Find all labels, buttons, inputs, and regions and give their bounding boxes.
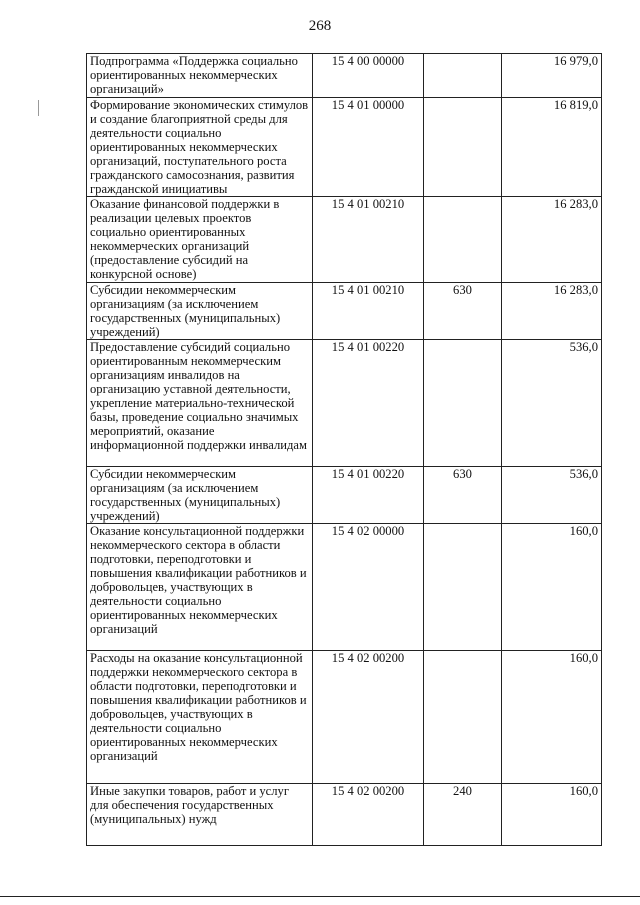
row-type [424, 98, 502, 197]
row-code: 15 4 00 00000 [313, 54, 424, 98]
table-row [87, 340, 602, 467]
row-name: Предоставление субсидий социально ориентированным некоммерческим организациям инвалидов на организацию уставной деятельности, укрепление материально-технической базы, проведение социально значимых мероприятий, оказание информационной поддержки инвалидам [87, 340, 313, 467]
row-code: 15 4 02 00000 [313, 524, 424, 651]
row-name: Расходы на оказание консультационной поддержки некоммерческого сектора в области подготовки, переподготовки и повышения квалификации работников и добровольцев, участвующих в деятельности социально ориентированных некоммерческих организаций [87, 651, 313, 784]
row-sum: 16 979,0 [502, 54, 602, 98]
row-name: Подпрограмма «Поддержка социально ориентированных некоммерческих организаций» [87, 54, 313, 98]
row-name: Формирование экономических стимулов и создание благоприятной среды для деятельности социально ориентированных некоммерческих организаций, поступательного роста гражданского самосознания, развития гражданской инициативы [87, 98, 313, 197]
row-code: 15 4 02 00200 [313, 784, 424, 846]
page-edge-line [0, 896, 640, 897]
row-type [424, 651, 502, 784]
table-row [87, 467, 602, 524]
row-code: 15 4 02 00200 [313, 651, 424, 784]
row-name: Иные закупки товаров, работ и услуг для обеспечения государственных (муниципальных) нужд [87, 784, 313, 846]
row-name: Оказание консультационной поддержки некоммерческого сектора в области подготовки, переподготовки и повышения квалификации работников и добровольцев, участвующих в деятельности социально ориентированных некоммерческих организаций [87, 524, 313, 651]
row-code: 15 4 01 00210 [313, 197, 424, 283]
budget-table [86, 53, 602, 846]
row-name: Оказание финансовой поддержки в реализации целевых проектов социально ориентированных некоммерческих организаций (предоставление субсидий на конкурсной основе) [87, 197, 313, 283]
row-code: 15 4 01 00000 [313, 98, 424, 197]
row-name: Субсидии некоммерческим организациям (за исключением государственных (муниципальных) учреждений) [87, 283, 313, 340]
row-name: Субсидии некоммерческим организациям (за исключением государственных (муниципальных) учреждений) [87, 467, 313, 524]
row-sum: 16 283,0 [502, 283, 602, 340]
row-sum: 160,0 [502, 784, 602, 846]
margin-mark [38, 100, 39, 116]
row-code: 15 4 01 00220 [313, 340, 424, 467]
row-type [424, 197, 502, 283]
table-row [87, 524, 602, 651]
row-sum: 16 283,0 [502, 197, 602, 283]
row-sum: 160,0 [502, 524, 602, 651]
table-row [87, 54, 602, 98]
row-type: 240 [424, 784, 502, 846]
row-sum: 536,0 [502, 467, 602, 524]
table-row [87, 283, 602, 340]
row-type [424, 54, 502, 98]
row-sum: 16 819,0 [502, 98, 602, 197]
table-row [87, 197, 602, 283]
table-row [87, 784, 602, 846]
page-number: 268 [308, 18, 332, 34]
row-sum: 536,0 [502, 340, 602, 467]
row-code: 15 4 01 00220 [313, 467, 424, 524]
row-type: 630 [424, 283, 502, 340]
table-row [87, 651, 602, 784]
row-code: 15 4 01 00210 [313, 283, 424, 340]
row-type: 630 [424, 467, 502, 524]
table-row [87, 98, 602, 197]
row-type [424, 340, 502, 467]
row-type [424, 524, 502, 651]
row-sum: 160,0 [502, 651, 602, 784]
